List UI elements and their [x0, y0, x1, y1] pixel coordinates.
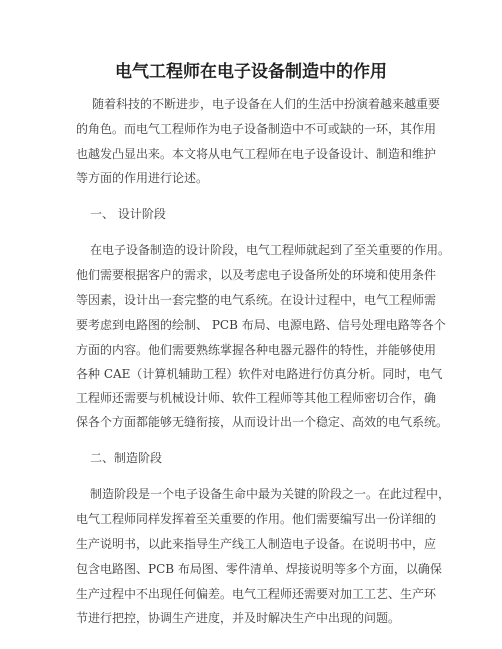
section-heading: 一、 设计阶段	[90, 207, 166, 221]
section-line: 节进行把控，协调生产进度，并及时解决生产中出现的问题。	[76, 611, 401, 625]
section-line: 等因素，设计出一套完整的电气系统。在设计过程中，电气工程师需	[76, 293, 437, 307]
section-line: 包含电路图、PCB 布局图、零件清单、焊接说明等多个方面，以确保	[76, 562, 442, 576]
section-line: 要考虑到电路图的绘制、 PCB 布局、电源电路、信号处理电路等各个	[76, 318, 446, 332]
section-line: 制造阶段是一个电子设备生命中最为关键的阶段之一。在此过程中，	[90, 487, 451, 501]
section-line: 在电子设备制造的设计阶段，电气工程师就起到了至关重要的作用。	[90, 243, 451, 257]
section-line: 工程师还需要与机械设计师、软件工程师等其他工程师密切合作，确	[76, 391, 437, 405]
intro-line: 也越发凸显出来。本文将从电气工程师在电子设备设计、制造和维护	[76, 147, 437, 161]
section-line: 他们需要根据客户的需求，以及考虑电子设备所处的环境和使用条件	[76, 268, 437, 282]
section-line: 生产过程中不出现任何偏差。电气工程师还需要对加工工艺、生产环	[76, 587, 437, 601]
intro-line: 等方面的作用进行论述。	[76, 171, 209, 185]
section-line: 各种 CAE（计算机辅助工程）软件对电路进行仿真分析。同时，电气	[76, 367, 443, 381]
section-heading: 二、制造阶段	[90, 451, 163, 465]
section-line: 方面的内容。他们需要熟练掌握各种电器元器件的特性，并能够使用	[76, 343, 437, 357]
intro-line: 的角色。而电气工程师作为电子设备制造中不可或缺的一环，其作用	[76, 122, 437, 136]
intro-line: 随着科技的不断进步，电子设备在人们的生活中扮演着越来越重要	[92, 97, 441, 111]
section-line: 保各个方面都能够无缝衔接，从而设计出一个稳定、高效的电气系统。	[76, 415, 449, 429]
section-line: 电气工程师同样发挥着至关重要的作用。他们需要编写出一份详细的	[76, 512, 437, 526]
section-line: 生产说明书，以此来指导生产线工人制造电子设备。在说明书中，应	[76, 537, 437, 551]
document-title: 电气工程师在电子设备制造中的作用	[115, 62, 387, 82]
